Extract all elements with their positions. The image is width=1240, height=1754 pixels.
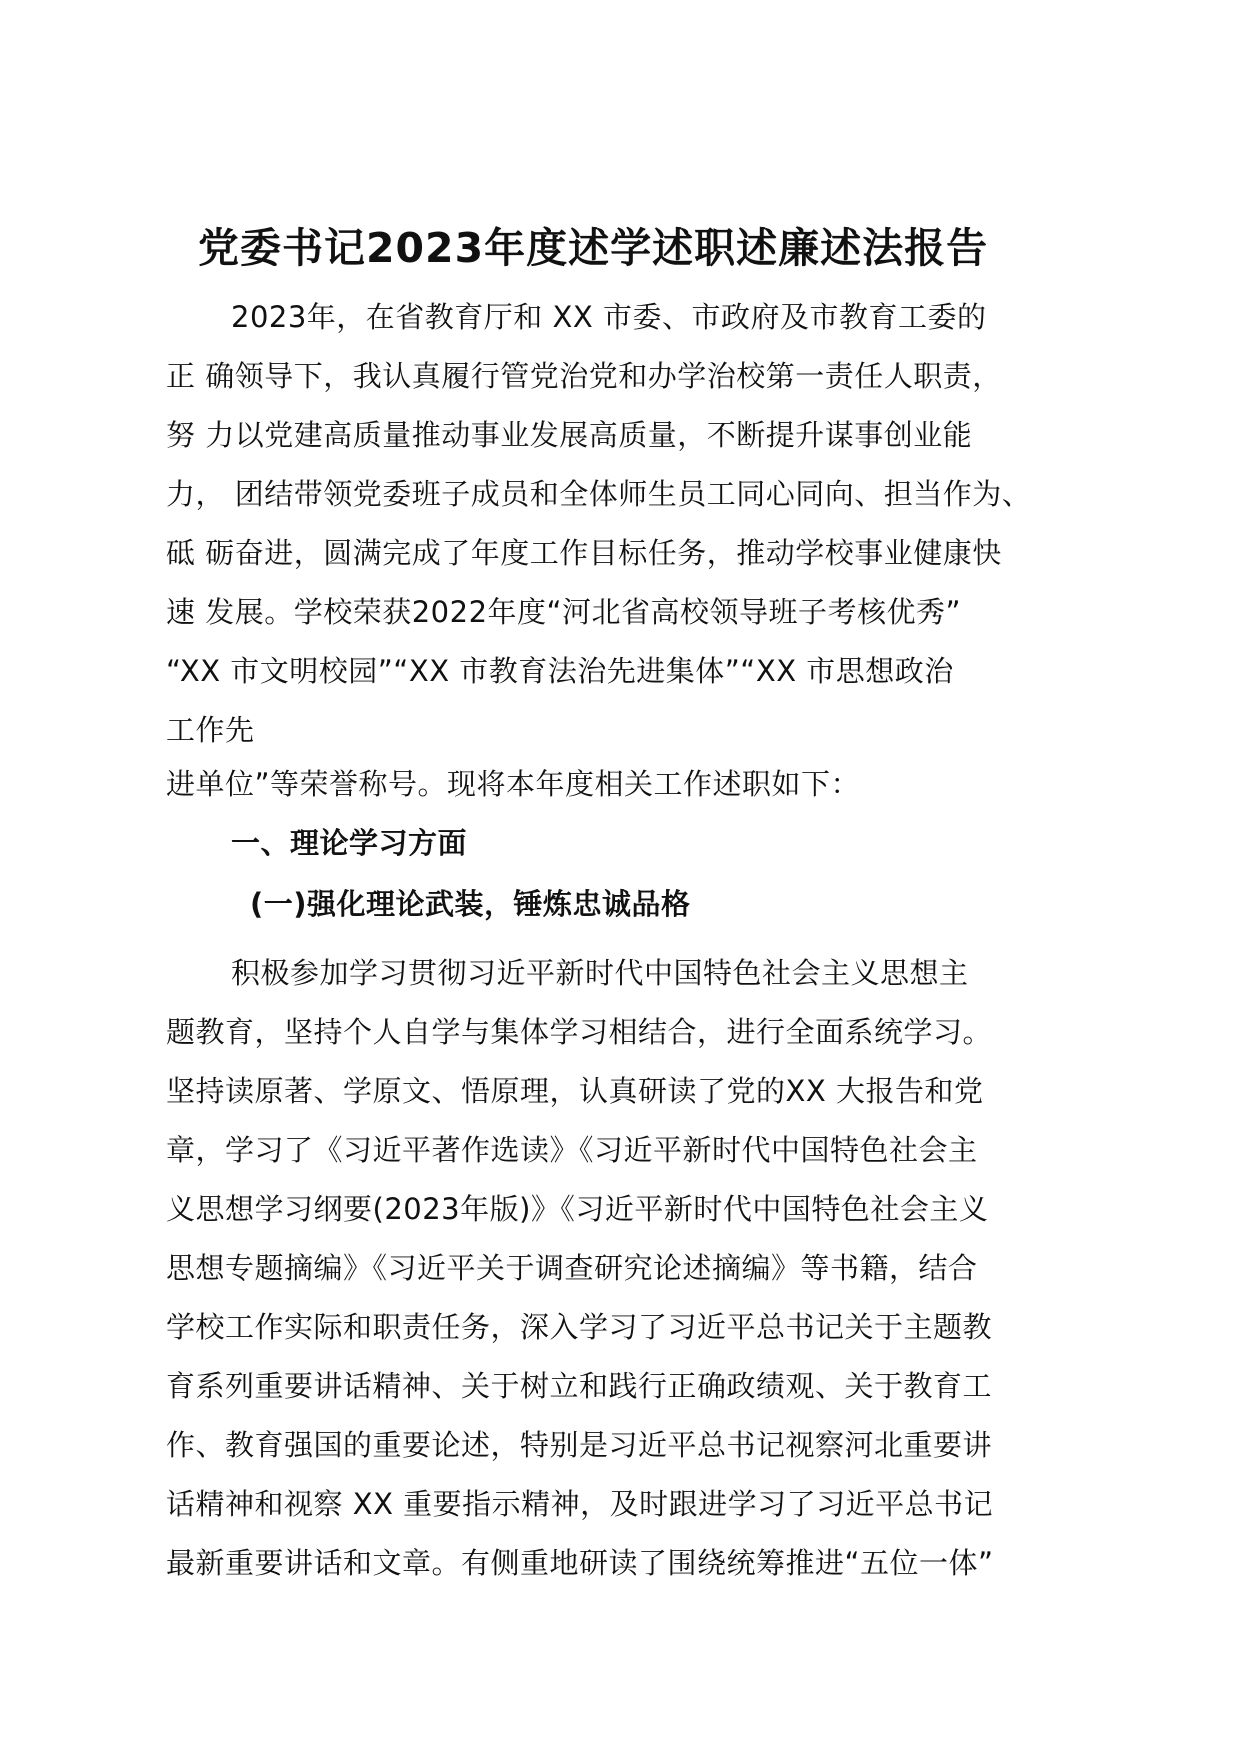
document-title: 党委书记2023年度述学述职述廉述法报告: [198, 224, 989, 272]
body-line-5: 义思想学习纲要(2023年版)》《习近平新时代中国特色社会主义: [166, 1192, 989, 1226]
intro-line-5: 砥 砺奋进，圆满完成了年度工作目标任务，推动学校事业健康快: [166, 536, 1002, 570]
body-line-8: 育系列重要讲话精神、关于树立和践行正确政绩观、关于教育工: [166, 1369, 993, 1403]
body-line-4: 章，学习了《习近平著作选读》《习近平新时代中国特色社会主: [166, 1133, 978, 1167]
body-line-6: 思想专题摘编》《习近平关于调查研究论述摘编》等书籍，结合: [166, 1251, 978, 1285]
intro-line-6: 速 发展。学校荣获2022年度“河北省高校领导班子考核优秀”: [166, 595, 962, 629]
body-line-11: 最新重要讲话和文章。有侧重地研读了围绕统筹推进“五位一体”: [166, 1546, 994, 1580]
intro-line-1: 2023年，在省教育厅和 XX 市委、市政府及市教育工委的: [231, 300, 987, 334]
body-line-7: 学校工作实际和职责任务，深入学习了习近平总书记关于主题教: [166, 1310, 993, 1344]
intro-line-9: 进单位”等荣誉称号。现将本年度相关工作述职如下：: [166, 767, 861, 801]
body-line-9: 作、教育强国的重要论述，特别是习近平总书记视察河北重要讲: [166, 1428, 993, 1462]
body-line-2: 题教育，坚持个人自学与集体学习相结合，进行全面系统学习。: [166, 1015, 993, 1049]
body-line-3: 坚持读原著、学原文、悟原理，认真研读了党的XX 大报告和党: [166, 1074, 984, 1108]
subsection-heading: (一)强化理论武装，锤炼忠诚品格: [250, 887, 691, 921]
intro-line-7: “XX 市文明校园”“XX 市教育法治先进集体”“XX 市思想政治: [166, 654, 954, 688]
intro-line-3: 努 力以党建高质量推动事业发展高质量，不断提升谋事创业能: [166, 418, 973, 452]
body-line-10: 话精神和视察 XX 重要指示精神，及时跟进学习了习近平总书记: [166, 1487, 994, 1521]
intro-line-4: 力， 团结带领党委班子成员和全体师生员工同心同向、担当作为、: [166, 477, 1032, 511]
intro-line-8: 工作先: [166, 713, 255, 747]
body-line-1: 积极参加学习贯彻习近平新时代中国特色社会主义思想主: [231, 956, 969, 990]
section-heading: 一、理论学习方面: [231, 826, 468, 860]
intro-line-2: 正 确领导下，我认真履行管党治党和办学治校第一责任人职责，: [166, 359, 1002, 393]
